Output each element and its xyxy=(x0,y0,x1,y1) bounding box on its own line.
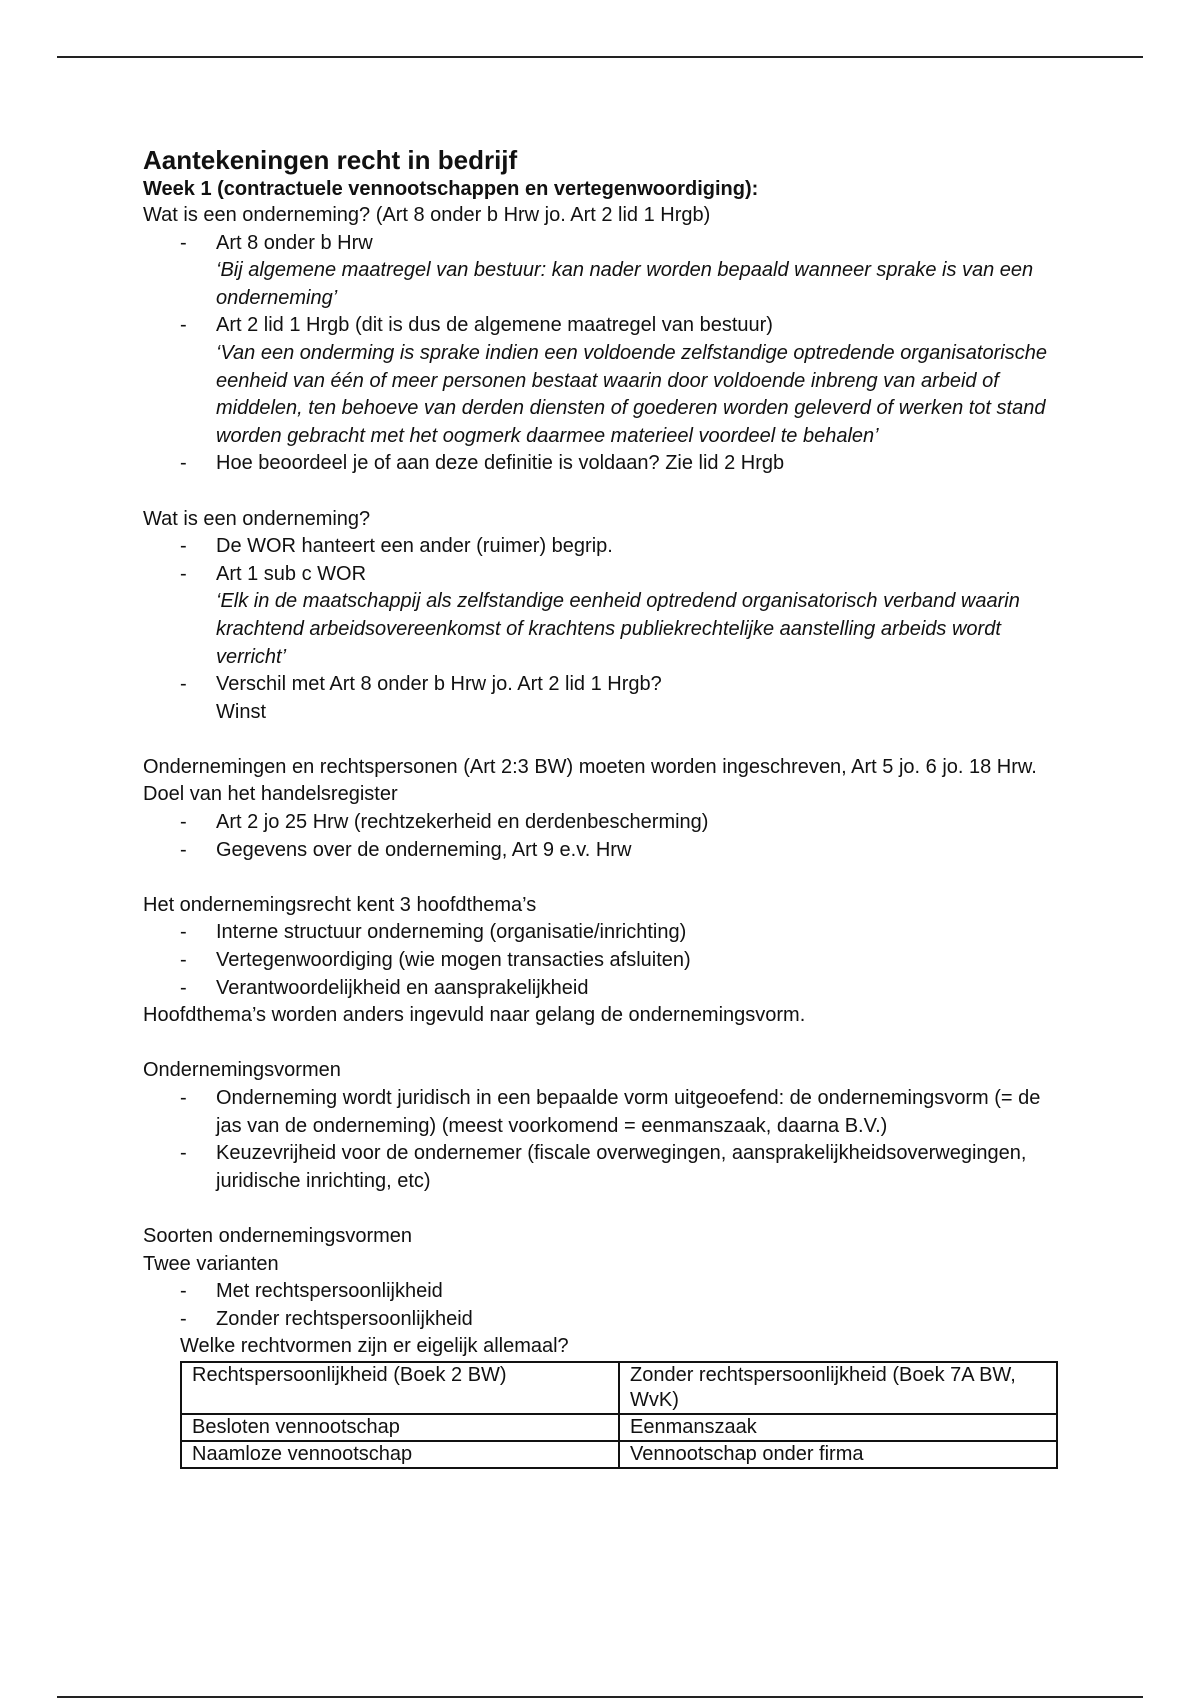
table-cell: Eenmanszaak xyxy=(619,1414,1057,1441)
section6-intro: Soorten ondernemingsvormen xyxy=(143,1224,413,1247)
list-item-text: Verantwoordelijkheid en aansprakelijkheid xyxy=(216,976,589,999)
list-item-text: Art 1 sub c WOR xyxy=(216,562,367,585)
table-cell: Besloten vennootschap xyxy=(181,1414,619,1441)
list-item xyxy=(180,671,1063,726)
section3-intro: Ondernemingen en rechtspersonen (Art 2:3 BW) moeten worden ingeschreven, Art 5 jo. 6 jo. 18 Hrw. xyxy=(143,755,1037,778)
dash-bullet: - xyxy=(180,838,187,861)
dash-bullet: - xyxy=(180,949,187,972)
section2-intro: Wat is een onderneming? xyxy=(143,507,371,530)
spacer xyxy=(143,1030,1063,1058)
list-item-extra: Winst xyxy=(216,700,266,723)
dash-bullet: - xyxy=(180,1307,187,1330)
list-item-text: Verschil met Art 8 onder b Hrw jo. Art 2 lid 1 Hrgb? xyxy=(216,673,662,696)
section1-intro: Wat is een onderneming? (Art 8 onder b Hrw jo. Art 2 lid 1 Hrgb) xyxy=(143,204,711,226)
table-row xyxy=(181,1441,1057,1468)
section5-intro: Ondernemingsvormen xyxy=(143,1059,341,1082)
section2-list xyxy=(143,533,1063,726)
table-cell: Zonder rechtspersoonlijkheid (Boek 7A BW, WvK) xyxy=(619,1362,1057,1414)
section6-subintro: Twee varianten xyxy=(143,1252,279,1275)
dash-bullet: - xyxy=(180,562,187,585)
list-item-text: Art 2 jo 25 Hrw (rechtzekerheid en derdenbescherming) xyxy=(216,811,709,834)
dash-bullet: - xyxy=(180,673,187,696)
dash-bullet: - xyxy=(180,1087,187,1109)
list-item-text: Gegevens over de onderneming, Art 9 e.v. Hrw xyxy=(216,838,632,861)
spacer xyxy=(143,726,1063,754)
list-item xyxy=(180,1278,1063,1306)
dash-bullet: - xyxy=(180,231,187,254)
spacer xyxy=(143,864,1063,892)
list-item xyxy=(180,975,1063,1003)
list-item-text: Onderneming wordt juridisch in een bepaalde vorm uitgeoefend: de ondernemingsvorm (= de jas van de onderneming) (meest voorkomend = eenmanszaak, daarna B.V.) xyxy=(216,1087,1041,1137)
list-item-text: Keuzevrijheid voor de ondernemer (fiscale overwegingen, aansprakelijkheidsoverwegingen, juridische inrichting, etc) xyxy=(216,1142,1027,1192)
list-item xyxy=(180,809,1063,837)
dash-bullet: - xyxy=(180,1142,187,1165)
document-body xyxy=(143,144,1063,1469)
dash-bullet: - xyxy=(180,314,187,337)
section3-list xyxy=(143,809,1063,864)
list-item-text: Met rechtspersoonlijkheid xyxy=(216,1280,443,1303)
list-item xyxy=(180,230,1063,313)
section3-subintro: Doel van het handelsregister xyxy=(143,783,398,806)
list-item-text: Art 2 lid 1 Hrgb (dit is dus de algemene maatregel van bestuur) xyxy=(216,314,773,337)
dash-bullet: - xyxy=(180,921,187,944)
list-item-text: Interne structuur onderneming (organisatie/inrichting) xyxy=(216,921,687,944)
table-cell: Naamloze vennootschap xyxy=(181,1441,619,1468)
week-heading: Week 1 (contractuele vennootschappen en vertegenwoordiging): xyxy=(143,178,759,200)
section4-intro: Het ondernemingsrecht kent 3 hoofdthema’s xyxy=(143,893,537,916)
list-item-text: Hoe beoordeel je of aan deze definitie is voldaan? Zie lid 2 Hrgb xyxy=(216,452,785,475)
list-item-text: De WOR hanteert een ander (ruimer) begrip. xyxy=(216,535,613,558)
list-item xyxy=(180,1306,1063,1334)
section4-outro: Hoofdthema’s worden anders ingevuld naar gelang de ondernemingsvorm. xyxy=(143,1004,806,1027)
section4-list xyxy=(143,919,1063,1002)
bottom-rule xyxy=(57,1696,1143,1698)
top-rule xyxy=(57,56,1143,58)
list-item xyxy=(180,947,1063,975)
list-item-text: Zonder rechtspersoonlijkheid xyxy=(216,1307,473,1330)
document-title: Aantekeningen recht in bedrijf xyxy=(143,145,518,175)
table-cell: Vennootschap onder firma xyxy=(619,1441,1057,1468)
section5-list xyxy=(143,1085,1063,1195)
list-item xyxy=(180,1085,1063,1140)
quote-text: ‘Bij algemene maatregel van bestuur: kan nader worden bepaald wanneer sprake is van een onderneming’ xyxy=(216,259,1034,309)
list-item xyxy=(180,450,1063,478)
list-item xyxy=(180,1140,1063,1195)
table-header-row xyxy=(181,1362,1057,1414)
table-row xyxy=(181,1414,1057,1441)
spacer xyxy=(143,478,1063,506)
dash-bullet: - xyxy=(180,1280,187,1303)
list-item xyxy=(180,533,1063,561)
section6-list xyxy=(143,1278,1063,1333)
spacer xyxy=(143,1195,1063,1223)
list-item xyxy=(180,837,1063,865)
quote-text: ‘Elk in de maatschappij als zelfstandige eenheid optredend organisatorisch verband waarin krachtend arbeidsovereenkomst of krachtens publiekrechtelijke aanstelling arbeids wordt verricht’ xyxy=(216,590,1020,668)
list-item-text: Art 8 onder b Hrw xyxy=(216,231,373,254)
dash-bullet: - xyxy=(180,535,187,558)
dash-bullet: - xyxy=(180,976,187,999)
list-item-text: Vertegenwoordiging (wie mogen transacties afsluiten) xyxy=(216,949,691,972)
quote-text: ‘Van een onderming is sprake indien een voldoende zelfstandige optredende organisatorische eenheid van één of meer personen bestaat waarin door voldoende inbreng van arbeid of middelen, ten behoeve van derden diensten of goederen worden geleverd of werken tot stand worden gebracht met het oogmerk daarmee materieel voordeel te behalen’ xyxy=(216,341,1047,447)
dash-bullet: - xyxy=(180,452,187,475)
dash-bullet: - xyxy=(180,811,187,834)
list-item xyxy=(180,312,1063,450)
list-item xyxy=(180,919,1063,947)
table-cell: Rechtspersoonlijkheid (Boek 2 BW) xyxy=(181,1362,619,1414)
legal-forms-table xyxy=(180,1361,1058,1469)
list-item xyxy=(180,561,1063,671)
section6-question: Welke rechtvormen zijn er eigelijk allemaal? xyxy=(180,1335,569,1358)
section1-list xyxy=(143,230,1063,478)
